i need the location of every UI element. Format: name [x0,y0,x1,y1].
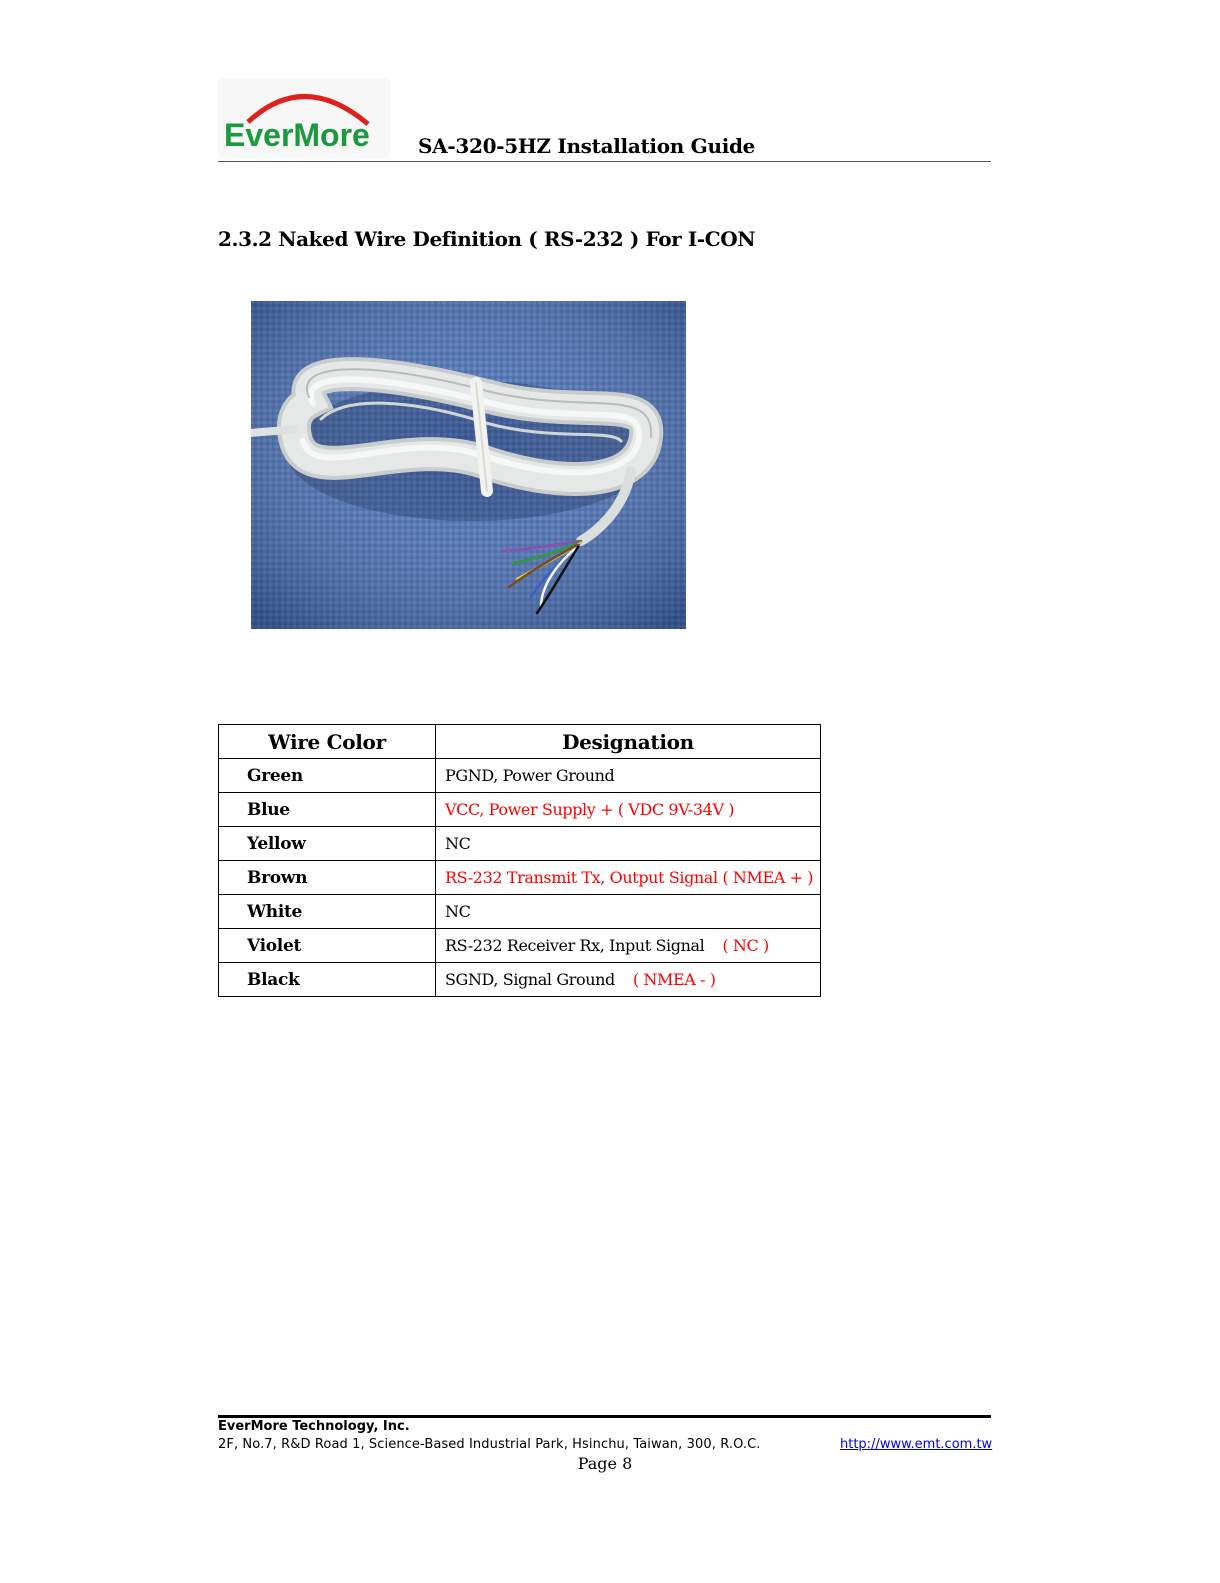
footer-divider [218,1415,991,1418]
footer-address: 2F, No.7, R&D Road 1, Science-Based Industrial Park, Hsinchu, Taiwan, 300, R.O.C. [218,1437,761,1452]
company-logo [218,78,390,158]
designation-cell: RS-232 Transmit Tx, Output Signal ( NMEA + ) [436,861,821,895]
cable-photo [251,301,686,629]
designation-cell: PGND, Power Ground [436,759,821,793]
table-header-row [219,725,821,759]
table-row [219,929,821,963]
designation-cell: VCC, Power Supply + ( VDC 9V-34V ) [436,793,821,827]
header-divider [218,161,991,162]
footer-website-link[interactable]: http://www.emt.com.tw [840,1437,993,1452]
table-row [219,793,821,827]
table-row [219,759,821,793]
designation-text: RS-232 Receiver Rx, Input Signal [445,936,705,955]
table-row [219,861,821,895]
designation-cell [436,929,821,963]
table-row [219,963,821,997]
designation-cell: NC [436,895,821,929]
designation-note: ( NMEA - ) [632,970,716,989]
designation-cell: NC [436,827,821,861]
wire-color-cell: Black [219,963,436,997]
wire-definition-table [218,724,821,997]
page-number: Page 8 [577,1454,633,1473]
footer-company-name: EverMore Technology, Inc. [218,1419,410,1434]
table-row [219,827,821,861]
designation-note: ( NC ) [722,936,769,955]
document-title: SA-320-5HZ Installation Guide [418,134,756,158]
section-heading: 2.3.2 Naked Wire Definition ( RS-232 ) For I-CON [218,227,756,251]
column-header-designation: Designation [436,725,821,759]
table-row [219,895,821,929]
wire-color-cell: Green [219,759,436,793]
wire-color-cell: Brown [219,861,436,895]
wire-color-cell: Violet [219,929,436,963]
wire-color-cell: Blue [219,793,436,827]
wire-color-cell: White [219,895,436,929]
column-header-wire-color: Wire Color [219,725,436,759]
designation-text: SGND, Signal Ground [445,970,615,989]
wire-color-cell: Yellow [219,827,436,861]
designation-cell [436,963,821,997]
logo-text: EverMore [224,117,370,153]
